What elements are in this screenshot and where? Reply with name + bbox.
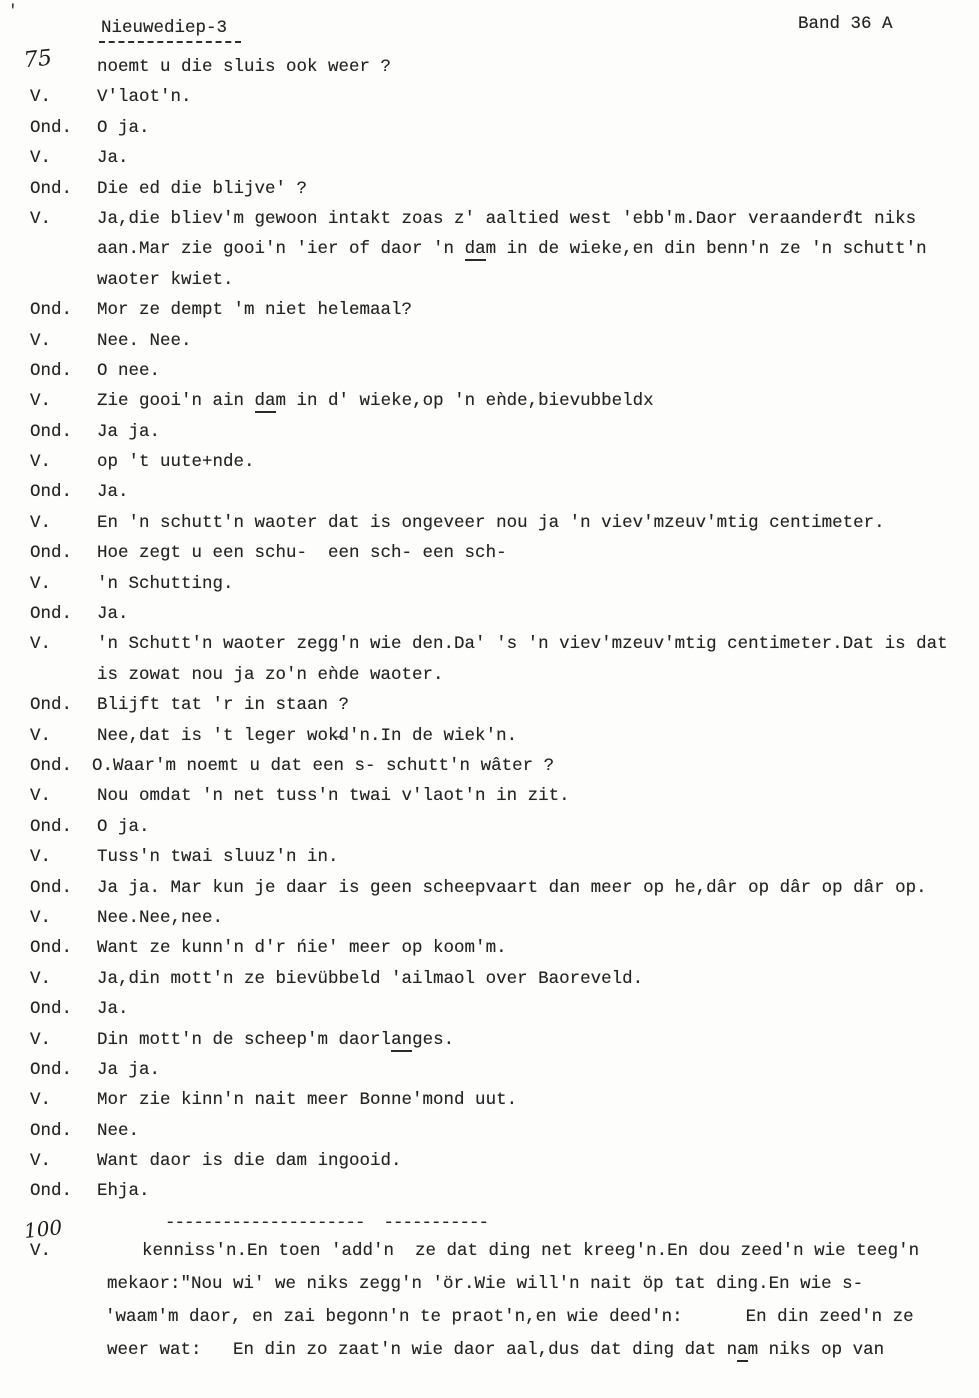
dialogue-text: op 't uute+nde.	[97, 452, 255, 473]
dialogue-text: mekaor:"Nou wi' we niks zegg'n 'ör.Wie will'n nait öp tat ding.En wie s-	[107, 1273, 864, 1294]
speaker-label: Ond.	[30, 1181, 73, 1202]
dialogue-text: Ehja.	[97, 1181, 150, 1202]
dialogue-text: waoter kwiet.	[97, 269, 234, 290]
transcript-row	[0, 45, 979, 82]
transcript-row	[0, 1301, 979, 1334]
transcript-row	[0, 447, 979, 477]
transcript-row	[0, 174, 979, 204]
dialogue-text: Ja ja.	[97, 1059, 161, 1080]
underlined-text: a	[737, 1339, 748, 1360]
dialogue-text: Want ze kunn'n d'r ńie' meer op koom'm.	[97, 938, 507, 959]
speaker-label: Ond.	[30, 360, 73, 381]
transcript-row	[0, 265, 979, 295]
dialogue-text: Ja ja.	[97, 421, 161, 442]
dialogue-text: Ja.	[97, 482, 129, 503]
speaker-label: Ond.	[30, 482, 73, 503]
dialogue-text: 'n Schutt'n waoter zegg'n wie den.Da' 's 'n viev'mzeuv'mtig centimeter.Dat is dat	[97, 634, 948, 655]
transcript-row	[0, 82, 979, 112]
speaker-label: V.	[30, 148, 52, 169]
dialogue-text: Want daor is die dam ingooid.	[97, 1151, 402, 1172]
dialogue-text: Nee,dat is 't leger wok̶d'n.In de wiek'n.	[97, 725, 518, 746]
dialogue-text: Nee.Nee,nee.	[97, 907, 224, 928]
transcript-row	[0, 933, 979, 963]
dialogue-text: Ja,din mott'n ze bievübbeld 'ailmaol over Baoreveld.	[97, 968, 644, 989]
dialogue-text: Die ed die blijve' ?	[97, 178, 308, 199]
speaker-label: V.	[30, 725, 52, 746]
speaker-label: V.	[30, 452, 52, 473]
transcript-row	[0, 295, 979, 325]
dialogue-text: weer wat: En din zo zaat'n wie daor aal,dus dat ding dat nam niks op van	[107, 1339, 885, 1360]
transcript-row	[0, 143, 979, 173]
transcript-row	[0, 690, 979, 720]
speaker-label: V.	[30, 1090, 52, 1111]
transcript-row	[0, 721, 979, 751]
dialogue-text: Nee. Nee.	[97, 330, 192, 351]
dialogue-text: Mor ze dempt 'm niet helemaal?	[97, 300, 413, 321]
dialogue-text: Ja,die bliev'm gewoon intakt zoas z' aaltied west 'ebb'm.Daor veraanderđt niks	[97, 208, 917, 229]
speaker-label: V.	[30, 634, 52, 655]
speaker-label: V.	[30, 1240, 52, 1261]
tape-band-label: Band 36 A	[798, 14, 893, 34]
separator-row	[0, 1211, 979, 1243]
speaker-label: Ond.	[30, 543, 73, 564]
transcript-row	[0, 994, 979, 1024]
speaker-label: Ond.	[30, 300, 73, 321]
transcript-row	[0, 538, 979, 568]
speaker-label: Ond.	[30, 604, 73, 625]
speaker-label: V.	[30, 391, 52, 412]
speaker-label: V.	[30, 1151, 52, 1172]
transcript-row	[0, 417, 979, 447]
transcript-row	[0, 1334, 979, 1367]
dialogue-text: Mor zie kinn'n nait meer Bonne'mond uut.	[97, 1090, 518, 1111]
dialogue-text: O.Waar'm noemt u dat een s- schutt'n wâter ?	[92, 755, 555, 776]
dialogue-text: V'laot'n.	[97, 87, 192, 108]
speaker-label: V.	[30, 1029, 52, 1050]
dialogue-text: O nee.	[97, 360, 161, 381]
transcript-row	[0, 356, 979, 386]
transcript-row	[0, 1268, 979, 1301]
speaker-label: Ond.	[30, 178, 73, 199]
transcript-row	[0, 326, 979, 356]
dialogue-text: O ja.	[97, 117, 150, 138]
speaker-label: V.	[30, 847, 52, 868]
transcript-row	[0, 599, 979, 629]
speaker-label: Ond.	[30, 755, 73, 776]
transcript-row	[0, 204, 979, 234]
transcript-row	[0, 1146, 979, 1176]
transcript-row	[0, 660, 979, 690]
transcript-row	[0, 842, 979, 872]
dialogue-text: 'waam'm daor, en zai begonn'n te praot'n,en wie deed'n: En din zeed'n ze	[105, 1306, 914, 1327]
speaker-label: V.	[30, 786, 52, 807]
dialogue-text: Blijft tat 'r in staan ?	[97, 695, 350, 716]
dialogue-text: noemt u die sluis ook weer ?	[97, 57, 392, 77]
transcript-row	[0, 903, 979, 933]
transcript-row	[0, 1025, 979, 1055]
speaker-label: Ond.	[30, 421, 73, 442]
dialogue-transcript	[0, 45, 979, 1367]
speaker-label: V.	[30, 573, 52, 594]
speaker-label: V.	[30, 87, 52, 108]
transcript-row	[0, 386, 979, 416]
transcript-row	[0, 781, 979, 811]
transcript-row	[0, 234, 979, 264]
dialogue-text: Zie gooi'n ain dam in d' wieke,op 'n eǹde,bievubbeldx	[97, 391, 654, 412]
speaker-label: Ond.	[30, 1059, 73, 1080]
dialogue-text: O ja.	[97, 816, 150, 837]
handwritten-line-number: 75	[22, 45, 54, 74]
transcript-row	[0, 964, 979, 994]
handwritten-line-number: 100	[22, 1214, 64, 1243]
speaker-label: V.	[30, 208, 52, 229]
transcript-row	[0, 1235, 979, 1268]
dialogue-text: Ja.	[97, 148, 129, 169]
speaker-label: Ond.	[30, 695, 73, 716]
dialogue-text: Tuss'n twai sluuz'n in.	[97, 847, 339, 868]
speaker-label: V.	[30, 330, 52, 351]
dialogue-text: Hoe zegt u een schu- een sch- een sch-	[97, 543, 507, 564]
dialogue-text: Ja.	[97, 604, 129, 625]
transcript-row	[0, 812, 979, 842]
transcript-row	[0, 113, 979, 143]
transcript-row	[0, 477, 979, 507]
dialogue-text: Ja ja. Mar kun je daar is geen scheepvaart dan meer op he,dâr op dâr op dâr op.	[97, 877, 927, 898]
dialogue-text: Din mott'n de scheep'm daorlanges.	[97, 1029, 455, 1050]
dialogue-text: Ja.	[97, 999, 129, 1020]
speaker-label: Ond.	[30, 877, 73, 898]
dialogue-text: kenniss'n.En toen 'add'n ze dat ding net kreeg'n.En dou zeed'n wie teeg'n	[142, 1240, 920, 1261]
transcript-row	[0, 629, 979, 659]
transcript-row	[0, 1116, 979, 1146]
transcript-row	[0, 569, 979, 599]
transcript-row	[0, 508, 979, 538]
speaker-label: Ond.	[30, 938, 73, 959]
dialogue-text: 'n Schutting.	[97, 573, 234, 594]
speaker-label: Ond.	[30, 1120, 73, 1141]
speaker-label: Ond.	[30, 999, 73, 1020]
underlined-text: da	[464, 239, 486, 260]
dialogue-text: Nee.	[97, 1120, 140, 1141]
underlined-text: an	[391, 1029, 413, 1050]
page-title: Nieuwediep-3	[99, 18, 241, 43]
speaker-label: Ond.	[30, 117, 73, 138]
transcript-row	[0, 1055, 979, 1085]
transcript-row	[0, 873, 979, 903]
dialogue-text: Nou omdat 'n net tuss'n twai v'laot'n in zit.	[97, 786, 570, 807]
transcript-row	[0, 1085, 979, 1115]
underlined-text: da	[254, 391, 276, 412]
speaker-label: V.	[30, 968, 52, 989]
stray-pen-mark: '	[8, 2, 18, 20]
speaker-label: Ond.	[30, 816, 73, 837]
separator-dashes: --------------------- -----------	[165, 1212, 489, 1233]
dialogue-text: aan.Mar zie gooi'n 'ier of daor 'n dam in de wieke,en din benn'n ze 'n schutt'n	[97, 239, 927, 260]
transcript-row	[0, 751, 979, 781]
dialogue-text: is zowat nou ja zo'n eǹde waoter.	[97, 664, 444, 685]
dialogue-text: En 'n schutt'n waoter dat is ongeveer nou ja 'n viev'mzeuv'mtig centimeter.	[97, 512, 885, 533]
speaker-label: V.	[30, 512, 52, 533]
transcript-row	[0, 1176, 979, 1206]
speaker-label: V.	[30, 907, 52, 928]
